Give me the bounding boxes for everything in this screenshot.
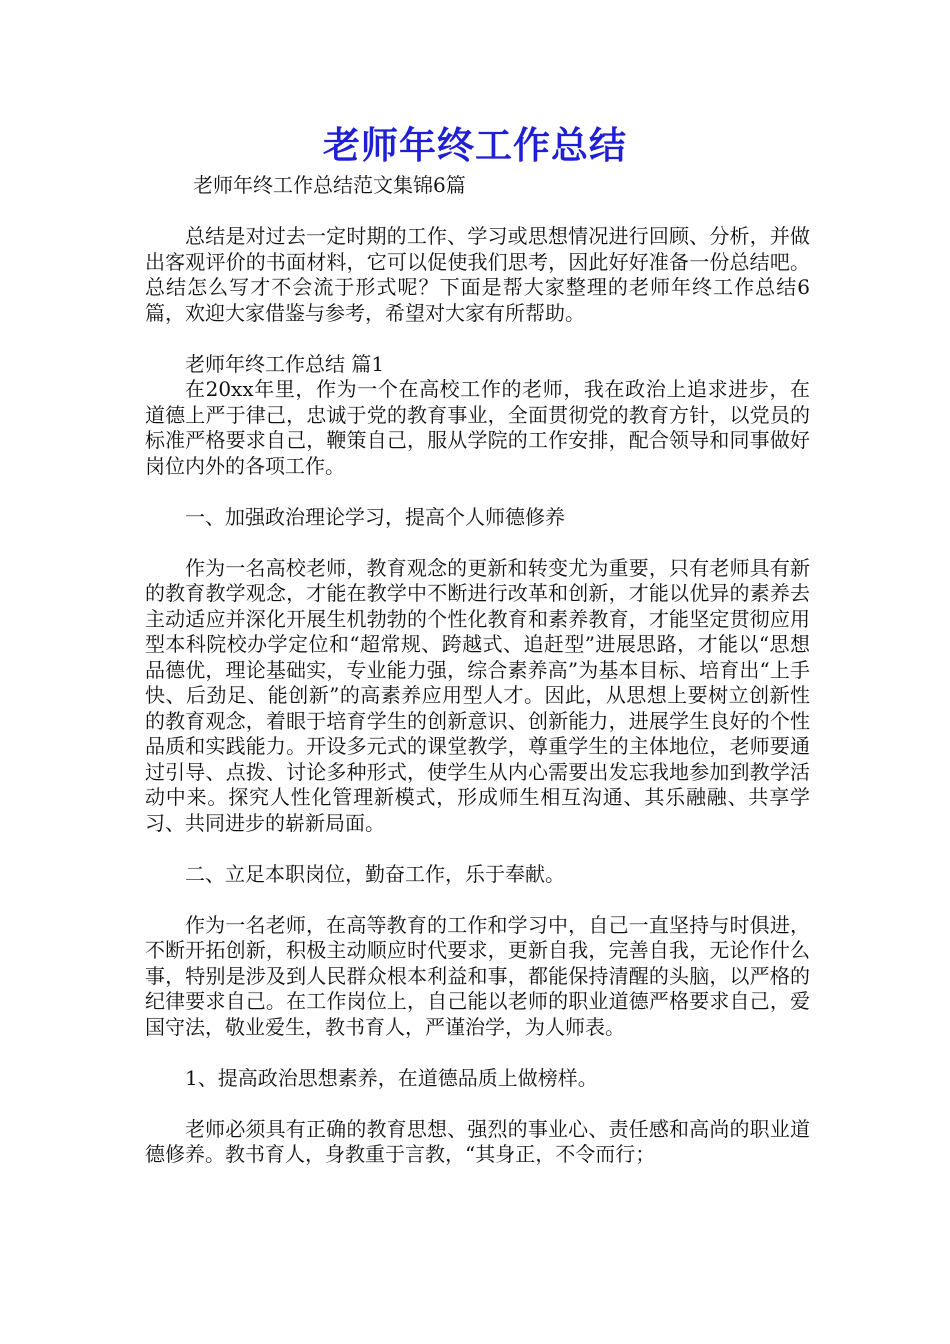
- paragraph-2: 作为一名高校老师，教育观念的更新和转变尤为重要，只有老师具有新的教育教学观念，才能在教学中不断进行改革和创新，才能以优异的素养去主动适应并深化开展生机勃勃的个性化教育和素养教育，才能坚定贯彻应用型本科院校办学定位和“超常规、跨越式、追赶型”进展思路，才能以“思想品德优，理论基础实，专业能力强，综合素养高”为基本目标、培育出“上手快、后劲足、能创新”的高素养应用型人才。因此，从思想上要树立创新性的教育观念，着眼于培育学生的创新意识、创新能力，进展学生良好的个性品质和实践能力。开设多元式的课堂教学，尊重学生的主体地位，老师要通过引导、点拨、讨论多种形式，使学生从内心需要出发忘我地参加到教学活动中来。探究人性化管理新模式，形成师生相互沟通、其乐融融、共享学习、共同进步的崭新局面。: [145, 555, 810, 835]
- document-subtitle: 老师年终工作总结范文集锦6篇: [193, 173, 466, 197]
- document-body: [145, 224, 810, 1168]
- section-heading-3: 二、立足本职岗位，勤奋工作，乐于奉献。: [185, 861, 565, 886]
- section-heading-1: 老师年终工作总结 篇1: [185, 351, 385, 376]
- paragraph-1: 在20xx年里，作为一个在高校工作的老师，我在政治上追求进步，在道德上严于律己，忠诚于党的教育事业，全面贯彻党的教育方针，以党员的标准严格要求自己，鞭策自己，服从学院的工作安排，配合领导和同事做好岗位内外的各项工作。: [145, 377, 810, 478]
- section-heading-4: 1、提高政治思想素养，在道德品质上做榜样。: [185, 1065, 598, 1090]
- section-heading-2: 一、加强政治理论学习，提高个人师德修养: [185, 504, 565, 529]
- paragraph-3: 作为一名老师，在高等教育的工作和学习中，自己一直坚持与时俱进，不断开拓创新，积极主动顺应时代要求，更新自我，完善自我，无论作什么事，特别是涉及到人民群众根本利益和事，都能保持清醒的头脑，以严格的纪律要求自己。在工作岗位上，自己能以老师的职业道德严格要求自己，爱国守法，敬业爱生，教书育人，严谨治学，为人师表。: [145, 912, 810, 1039]
- paragraph-intro: 总结是对过去一定时期的工作、学习或思想情况进行回顾、分析，并做出客观评价的书面材料，它可以促使我们思考，因此好好准备一份总结吧。总结怎么写才不会流于形式呢？下面是帮大家整理的老师年终工作总结6篇，欢迎大家借鉴与参考，希望对大家有所帮助。: [145, 224, 810, 325]
- document-title: 老师年终工作总结: [323, 123, 627, 167]
- paragraph-4: 老师必须具有正确的教育思想、强烈的事业心、责任感和高尚的职业道德修养。教书育人，身教重于言教，“其身正，不令而行；: [145, 1116, 810, 1166]
